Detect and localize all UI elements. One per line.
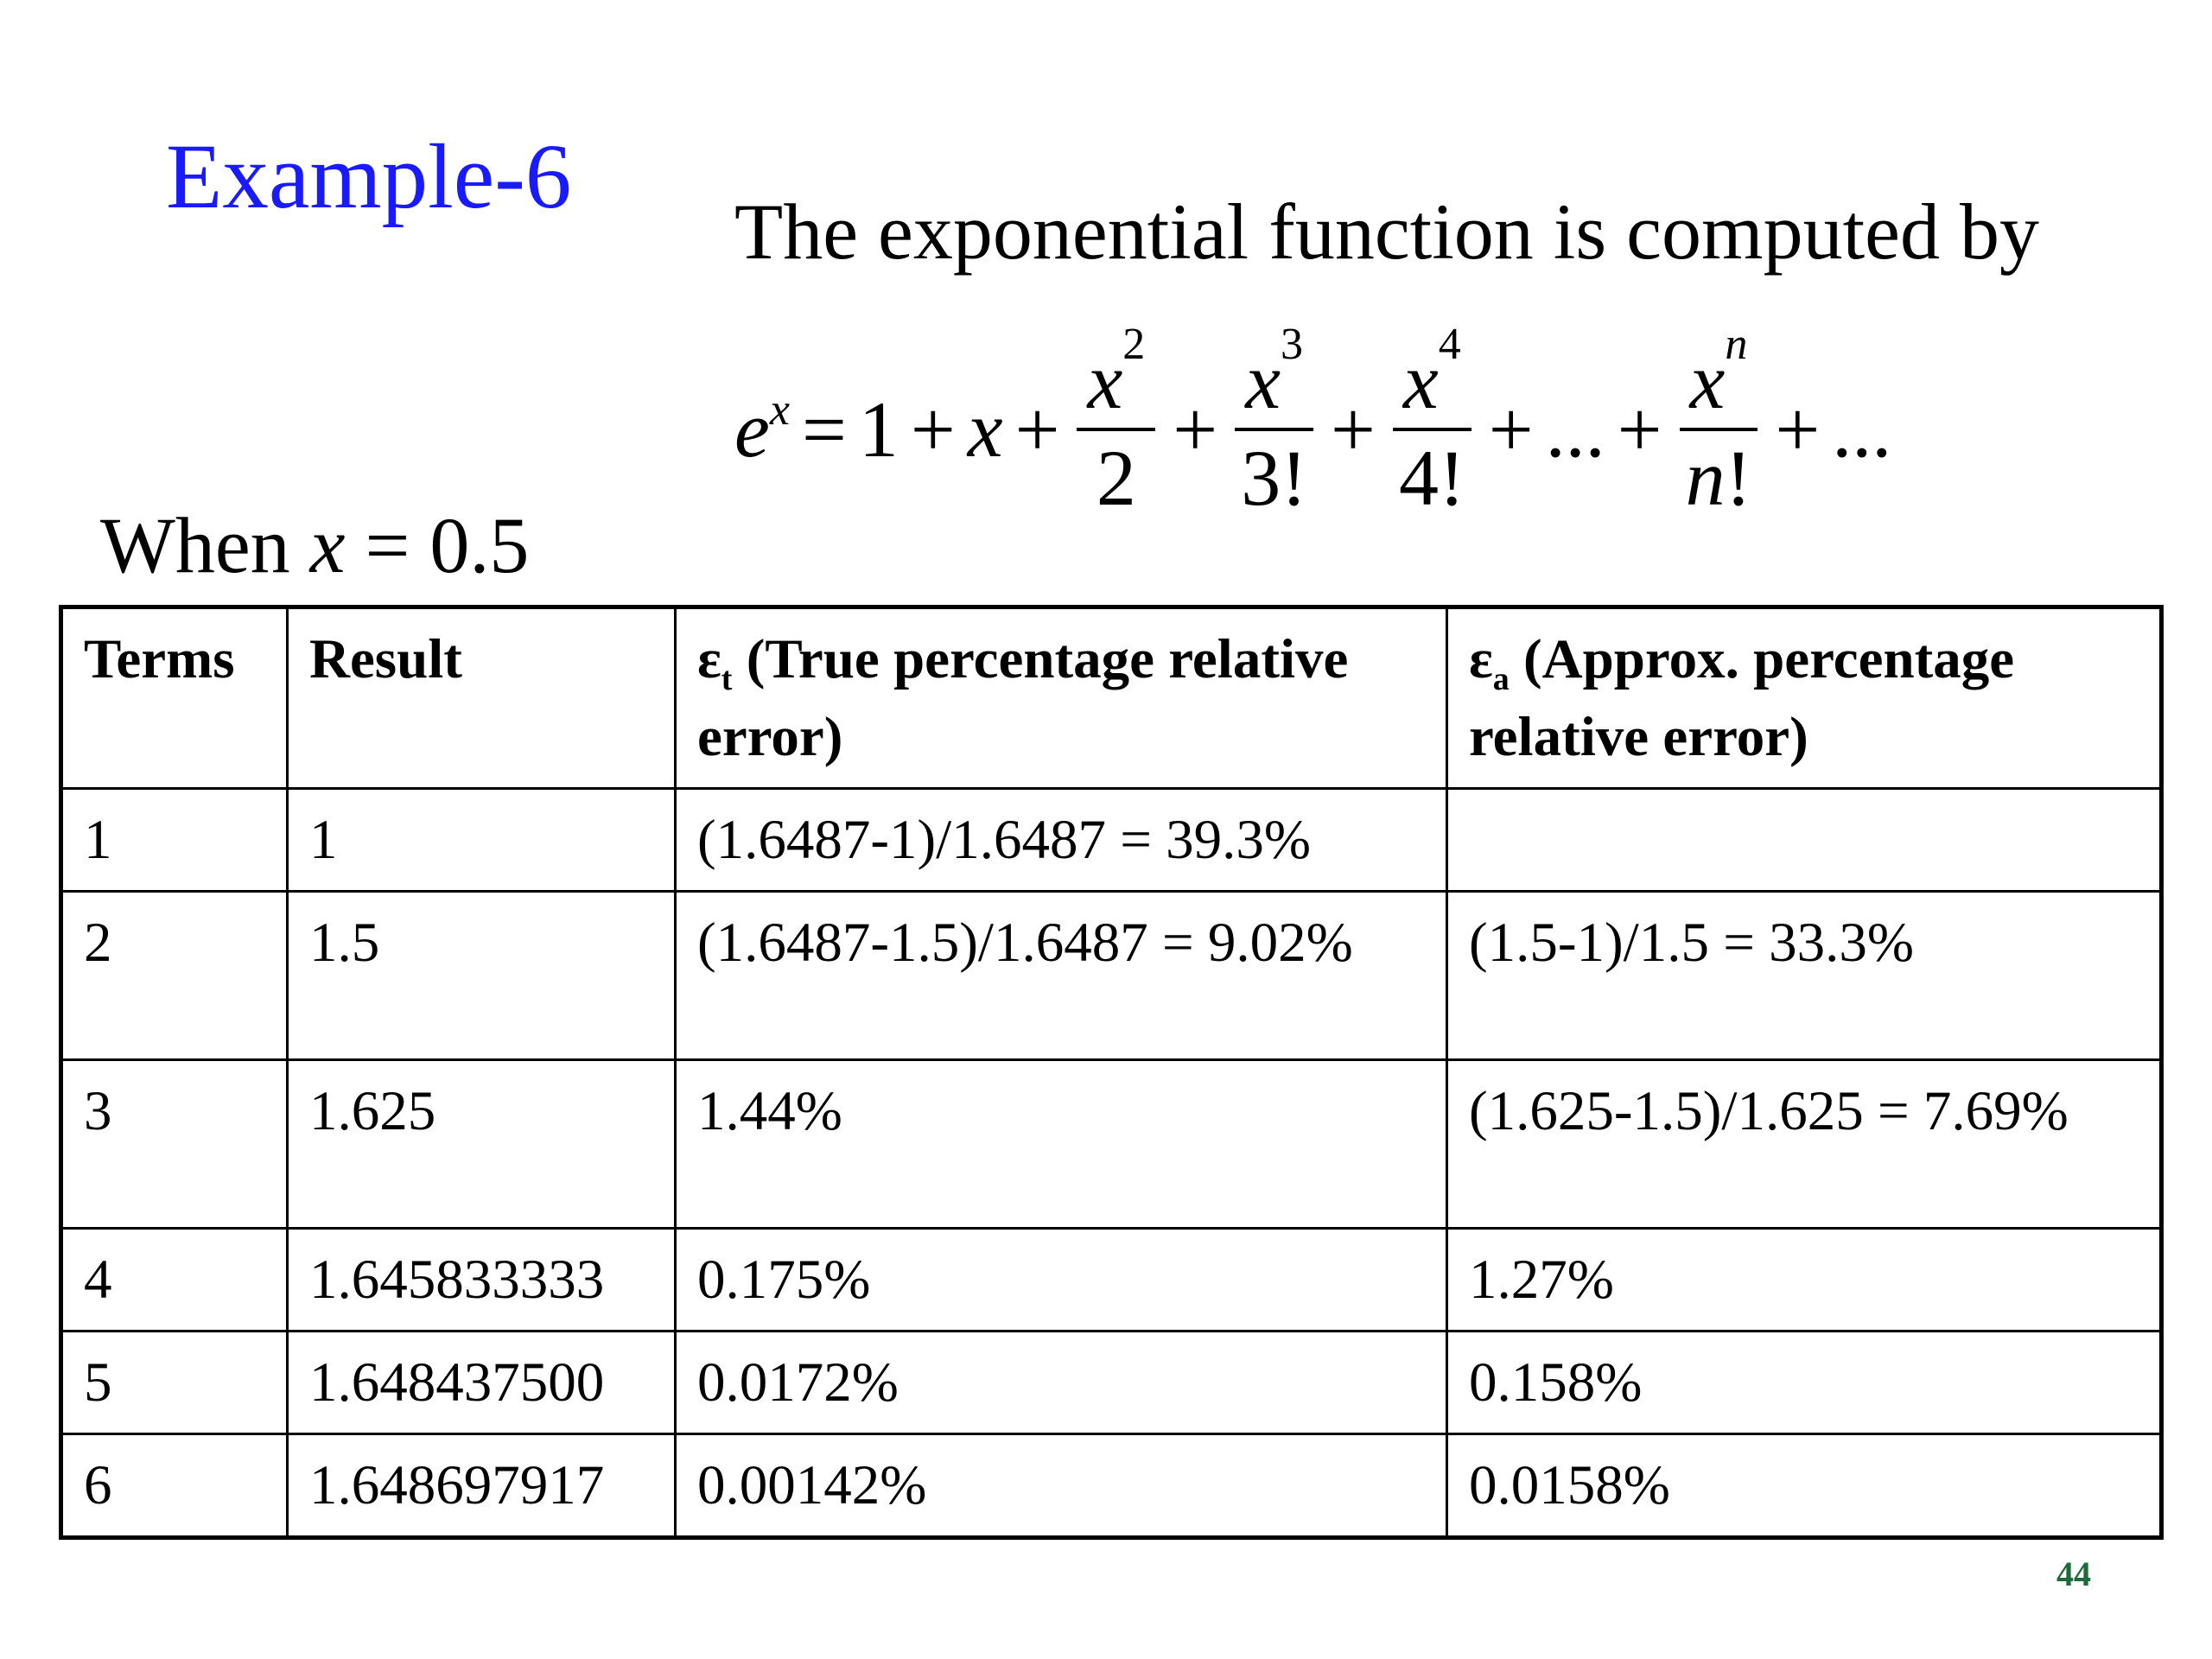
formula-ellipsis: ... xyxy=(1545,385,1605,474)
when-condition xyxy=(100,501,530,589)
formula-term-x: x xyxy=(967,385,1003,474)
cell-true-error: 1.44% xyxy=(676,1059,1447,1228)
cell-true-error: 0.0172% xyxy=(676,1331,1447,1433)
formula-plus: + xyxy=(1488,385,1534,474)
fraction-numerator: x xyxy=(1402,337,1439,425)
cell-approx-error: 1.27% xyxy=(1447,1228,2162,1331)
header-true-error xyxy=(676,607,1447,789)
formula-fraction-x4 xyxy=(1393,320,1471,522)
header-true-error-label: (True percentage relative error) xyxy=(697,628,1349,769)
epsilon-subscript: a xyxy=(1492,661,1510,697)
cell-result: 1.625 xyxy=(288,1059,676,1228)
formula-lhs-base: e xyxy=(734,385,770,474)
fraction-denominator: 2 xyxy=(1096,434,1136,522)
when-variable: x xyxy=(309,501,346,589)
fraction-denominator: 4! xyxy=(1399,434,1465,522)
cell-terms: 6 xyxy=(61,1433,288,1537)
table-row xyxy=(61,1228,2162,1331)
fraction-numerator: x xyxy=(1087,337,1123,425)
cell-result: 1.648437500 xyxy=(288,1331,676,1433)
table-row xyxy=(61,891,2162,1059)
formula-plus: + xyxy=(1173,385,1218,474)
fraction-numerator: x xyxy=(1245,337,1281,425)
cell-result: 1 xyxy=(288,788,676,891)
slide-title: Example-6 xyxy=(166,126,572,228)
fraction-exponent: 4 xyxy=(1438,320,1461,369)
when-prefix: When xyxy=(100,501,290,589)
cell-approx-error: 0.158% xyxy=(1447,1331,2162,1433)
formula-fraction-x3 xyxy=(1235,320,1313,522)
cell-result: 1.645833333 xyxy=(288,1228,676,1331)
cell-true-error: (1.6487-1.5)/1.6487 = 9.02% xyxy=(676,891,1447,1059)
error-table xyxy=(59,605,2164,1540)
cell-terms: 5 xyxy=(61,1331,288,1433)
table-header-row xyxy=(61,607,2162,789)
cell-terms: 3 xyxy=(61,1059,288,1228)
table-row xyxy=(61,788,2162,891)
epsilon-subscript: t xyxy=(721,661,733,697)
page-number: 44 xyxy=(2056,1554,2091,1593)
fraction-exponent: n xyxy=(1725,320,1748,369)
formula-plus: + xyxy=(1775,385,1821,474)
table-row xyxy=(61,1433,2162,1537)
fraction-numerator: x xyxy=(1689,337,1726,425)
fraction-exponent: 3 xyxy=(1281,320,1304,369)
header-approx-error xyxy=(1447,607,2162,789)
epsilon-symbol: ε xyxy=(697,628,721,690)
cell-approx-error: (1.625-1.5)/1.625 = 7.69% xyxy=(1447,1059,2162,1228)
formula-plus: + xyxy=(1331,385,1376,474)
cell-true-error: 0.175% xyxy=(676,1228,1447,1331)
formula-plus: + xyxy=(1014,385,1060,474)
exponential-series-formula xyxy=(734,321,1891,537)
cell-result: 1.5 xyxy=(288,891,676,1059)
cell-true-error: (1.6487-1)/1.6487 = 39.3% xyxy=(676,788,1447,891)
fraction-denominator-var: n xyxy=(1685,434,1726,522)
header-result: Result xyxy=(288,607,676,789)
formula-term-one: 1 xyxy=(858,385,899,474)
epsilon-symbol: ε xyxy=(1469,628,1493,690)
cell-approx-error: 0.0158% xyxy=(1447,1433,2162,1537)
formula-lhs-exponent: x xyxy=(769,385,790,435)
formula-plus: + xyxy=(1617,385,1662,474)
cell-terms: 1 xyxy=(61,788,288,891)
formula-equals: = xyxy=(801,385,847,474)
fraction-denominator-bang: ! xyxy=(1725,434,1752,522)
table-row xyxy=(61,1331,2162,1433)
formula-fraction-xn xyxy=(1680,320,1758,522)
formula-plus: + xyxy=(910,385,956,474)
cell-true-error: 0.00142% xyxy=(676,1433,1447,1537)
fraction-denominator xyxy=(1685,431,1752,522)
cell-approx-error xyxy=(1447,788,2162,891)
fraction-exponent: 2 xyxy=(1122,320,1146,369)
formula-fraction-x2 xyxy=(1077,320,1155,522)
cell-approx-error: (1.5-1)/1.5 = 33.3% xyxy=(1447,891,2162,1059)
when-equals: = xyxy=(365,501,410,589)
header-terms: Terms xyxy=(61,607,288,789)
table-row xyxy=(61,1059,2162,1228)
header-approx-error-label: (Approx. percentage relative error) xyxy=(1469,628,2015,769)
cell-result: 1.648697917 xyxy=(288,1433,676,1537)
cell-terms: 2 xyxy=(61,891,288,1059)
cell-terms: 4 xyxy=(61,1228,288,1331)
when-value: 0.5 xyxy=(429,501,530,589)
intro-text: The exponential function is computed by xyxy=(734,188,2039,276)
formula-ellipsis: ... xyxy=(1832,385,1892,474)
fraction-denominator: 3! xyxy=(1241,434,1307,522)
